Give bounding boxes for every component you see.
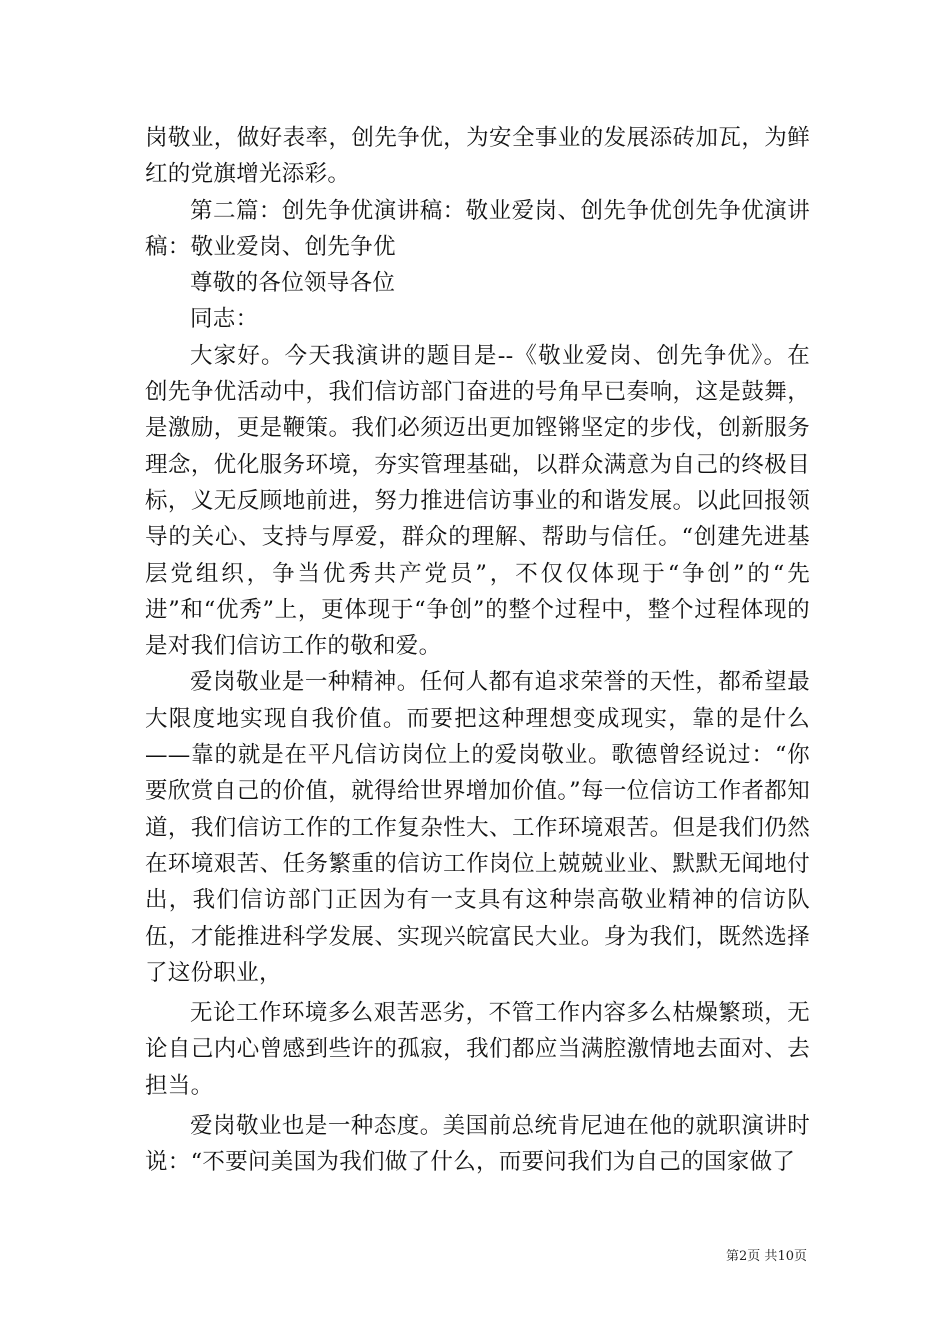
document-body [145, 120, 810, 1181]
paragraph-attitude: 爱岗敬业也是一种态度。美国前总统肯尼迪在他的就职演讲时说：“不要问美国为我们做了什么，而要问我们为自己的国家做了 [145, 1113, 810, 1176]
page-number-footer [726, 1245, 807, 1264]
paragraph-salutation-cont: 同志： [190, 306, 259, 333]
paragraph-spirit: 爱岗敬业是一种精神。任何人都有追求荣誉的天性，都希望最大限度地实现自我价值。而要把这种理想变成现实，靠的是什么——靠的就是在平凡信访岗位上的爱岗敬业。歌德曾经说过：“你要欣赏自己的价值，就得给世界增加价值。”每一位信访工作者都知道，我们信访工作的工作复杂性大、工作环境艰苦。但是我们仍然在环境艰苦、任务繁重的信访工作岗位上兢兢业业、默默无闻地付出，我们信访部门正因为有一支具有这种崇高敬业精神的信访队伍，才能推进科学发展、实现兴皖富民大业。身为我们，既然选择了这份职业， [145, 669, 810, 986]
footer-total-pages: 10 [777, 1249, 794, 1264]
paragraph-salutation: 尊敬的各位领导各位 [190, 270, 396, 297]
footer-middle: 页 共 [747, 1249, 778, 1264]
footer-current-page: 2 [739, 1249, 748, 1264]
paragraph-commitment: 无论工作环境多么艰苦恶劣，不管工作内容多么枯燥繁琐，无论自己内心曾感到些许的孤寂，我们都应当满腔激情地去面对、去担当。 [145, 1000, 810, 1099]
paragraph-continuation: 岗敬业，做好表率，创先争优，为安全事业的发展添砖加瓦，为鲜红的党旗增光添彩。 [145, 125, 810, 188]
paragraph-intro: 大家好。今天我演讲的题目是--《敬业爱岗、创先争优》。在创先争优活动中，我们信访部门奋进的号角早已奏响，这是鼓舞，是激励，更是鞭策。我们必须迈出更加铿锵坚定的步伐，创新服务理念，优化服务环境，夯实管理基础，以群众满意为自己的终极目标，义无反顾地前进，努力推进信访事业的和谐发展。以此回报领导的关心、支持与厚爱，群众的理解、帮助与信任。“创建先进基层党组织，争当优秀共产党员”，不仅仅体现于“争创”的“先进”和“优秀”上，更体现于“争创”的整个过程中，整个过程体现的是对我们信访工作的敬和爱。 [145, 342, 810, 660]
paragraph-section-title: 第二篇：创先争优演讲稿：敬业爱岗、创先争优创先争优演讲稿：敬业爱岗、创先争优 [145, 197, 810, 260]
footer-suffix: 页 [793, 1249, 807, 1264]
footer-prefix: 第 [726, 1249, 740, 1264]
